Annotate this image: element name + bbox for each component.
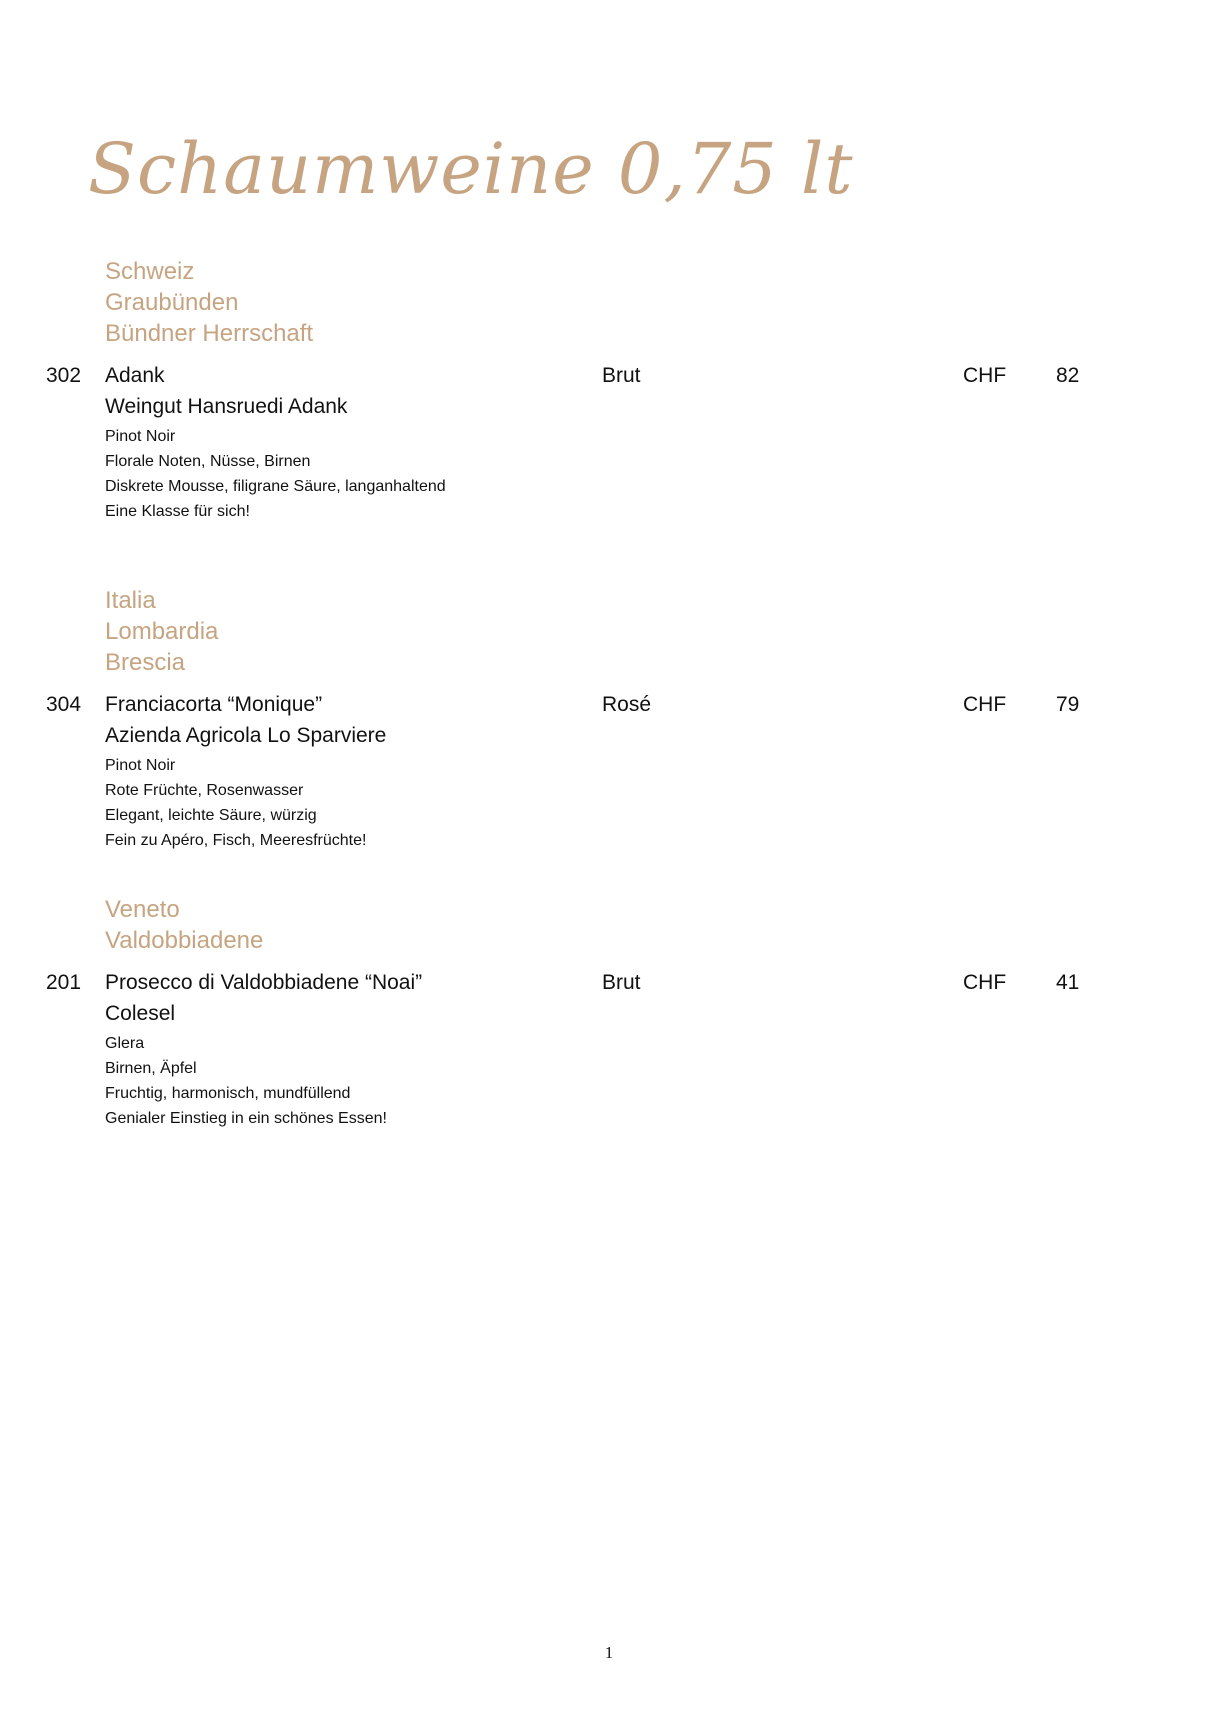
- wine-section: [0, 894, 1218, 1138]
- wine-currency: CHF: [963, 364, 1007, 387]
- wine-comment: Eine Klasse für sich!: [105, 503, 250, 520]
- wine-section: [0, 585, 1218, 860]
- region-country: Veneto: [105, 896, 180, 923]
- wine-price: 41: [1056, 971, 1080, 994]
- wine-comment: Genialer Einstieg in ein schönes Essen!: [105, 1110, 387, 1127]
- wine-notes: [105, 753, 366, 853]
- wine-notes: [105, 424, 446, 524]
- wine-notes: [105, 1031, 387, 1131]
- region-area: Graubünden: [105, 289, 239, 316]
- region-country: Italia: [105, 587, 156, 614]
- wine-number: 304: [46, 693, 82, 716]
- wine-entry: [0, 968, 1218, 1138]
- wine-producer: Weingut Hansruedi Adank: [105, 395, 348, 418]
- wine-aroma: Florale Noten, Nüsse, Birnen: [105, 453, 311, 470]
- wine-section: [0, 256, 1218, 531]
- page-title: Schaumweine 0,75 lt: [88, 128, 854, 210]
- wine-palate: Fruchtig, harmonisch, mundfüllend: [105, 1085, 351, 1102]
- wine-style: Brut: [602, 364, 641, 387]
- region-subarea: Bündner Herrschaft: [105, 320, 314, 347]
- wine-number: 302: [46, 364, 82, 387]
- wine-currency: CHF: [963, 693, 1007, 716]
- wine-aroma: Birnen, Äpfel: [105, 1060, 197, 1077]
- wine-name: Adank: [105, 364, 165, 387]
- wine-style: Rosé: [602, 693, 652, 716]
- wine-name: Prosecco di Valdobbiadene “Noai”: [105, 971, 423, 994]
- page-number: 1: [604, 1643, 614, 1662]
- region-subarea: Brescia: [105, 649, 186, 676]
- region-heading: [105, 256, 1218, 349]
- wine-producer: Azienda Agricola Lo Sparviere: [105, 724, 387, 747]
- wine-aroma: Rote Früchte, Rosenwasser: [105, 782, 304, 799]
- wine-number: 201: [46, 971, 82, 994]
- wine-producer: Colesel: [105, 1002, 176, 1025]
- wine-palate: Diskrete Mousse, filigrane Säure, langanhaltend: [105, 478, 446, 495]
- wine-price: 82: [1056, 364, 1080, 387]
- region-country: Schweiz: [105, 258, 195, 285]
- region-heading: [105, 894, 1218, 956]
- wine-entry: [0, 690, 1218, 860]
- region-area: Lombardia: [105, 618, 219, 645]
- wine-price: 79: [1056, 693, 1080, 716]
- wine-comment: Fein zu Apéro, Fisch, Meeresfrüchte!: [105, 832, 367, 849]
- wine-grape: Pinot Noir: [105, 428, 176, 445]
- wine-style: Brut: [602, 971, 641, 994]
- wine-currency: CHF: [963, 971, 1007, 994]
- wine-palate: Elegant, leichte Säure, würzig: [105, 807, 317, 824]
- wine-grape: Pinot Noir: [105, 757, 176, 774]
- region-area: Valdobbiadene: [105, 927, 264, 954]
- wine-grape: Glera: [105, 1035, 145, 1052]
- wine-entry: [0, 361, 1218, 531]
- wine-name: Franciacorta “Monique”: [105, 693, 323, 716]
- region-heading: [105, 585, 1218, 678]
